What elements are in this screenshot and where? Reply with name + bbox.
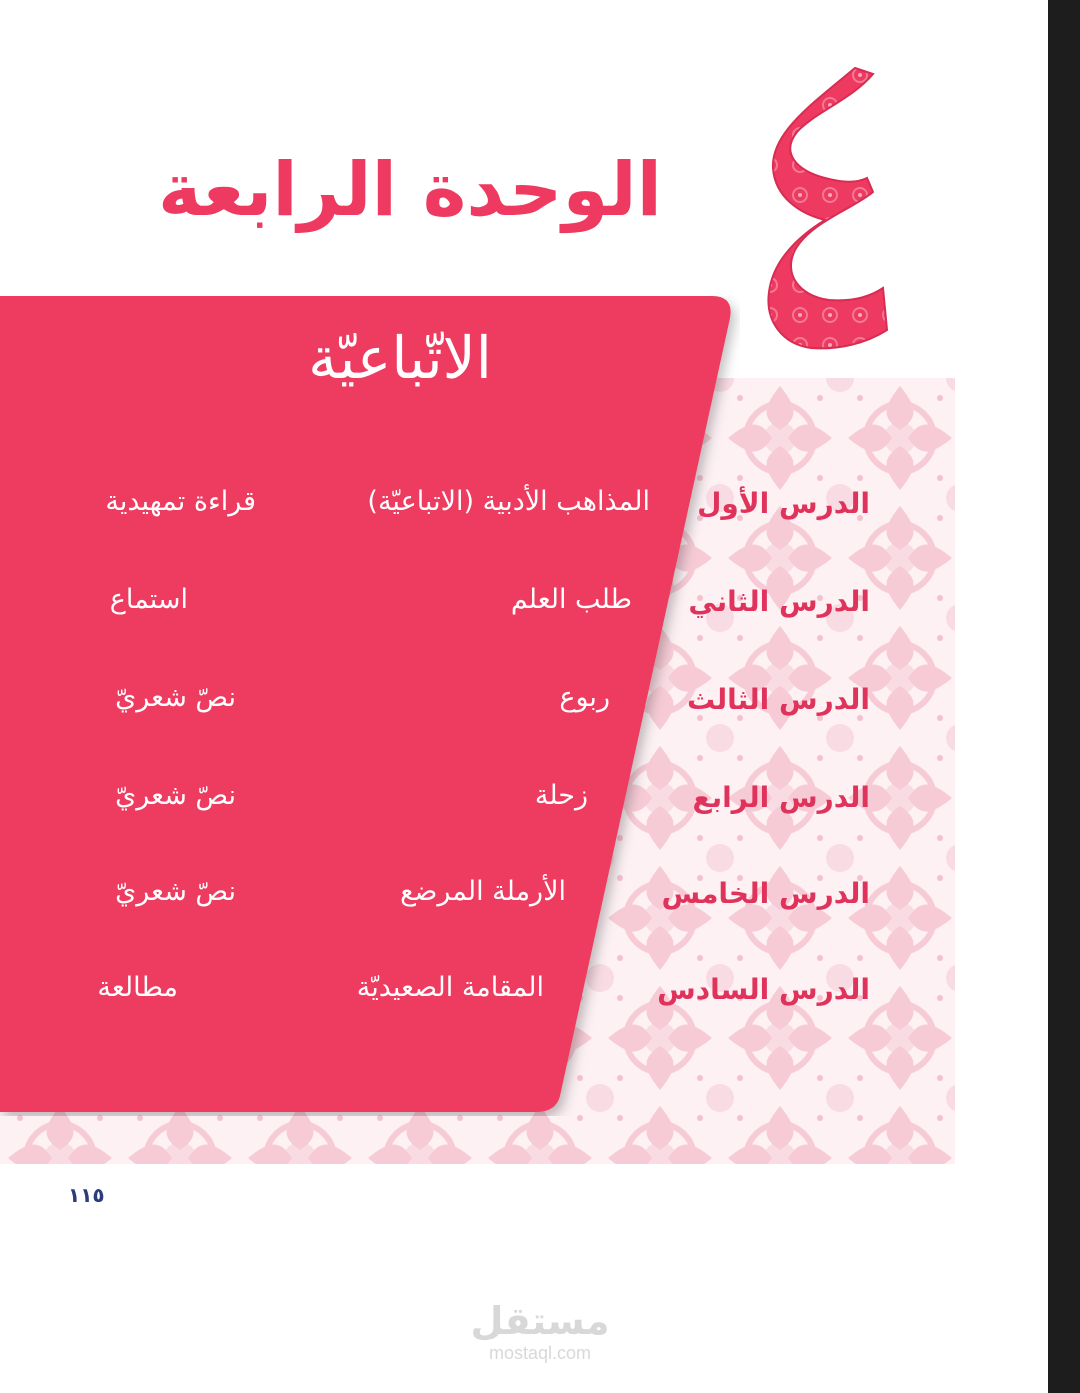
lesson-type: قراءة تمهيدية	[105, 486, 256, 517]
lesson-title: طلب العلم	[510, 584, 632, 615]
watermark-url: mostaql.com	[488, 1343, 592, 1363]
lesson-number: الدرس الثاني	[688, 585, 870, 618]
panel-title: الاتّباعيّة	[308, 324, 492, 392]
lesson-number: الدرس الثالث	[687, 683, 870, 716]
lesson-title: المقامة الصعيديّة	[356, 972, 544, 1003]
lesson-title: المذاهب الأدبية (الاتباعيّة)	[367, 486, 650, 517]
screen-edge	[1048, 0, 1080, 1393]
watermark	[430, 1300, 650, 1370]
lesson-number: الدرس الأول	[697, 487, 870, 520]
lesson-type: نصّ شعريّ	[115, 682, 236, 713]
lesson-title: ربوع	[559, 682, 610, 713]
lesson-number: الدرس السادس	[657, 973, 870, 1006]
lesson-number: الدرس الخامس	[661, 877, 870, 910]
page-number: ١١٥	[68, 1183, 105, 1207]
unit-number-glyph	[755, 60, 895, 360]
lesson-type: مطالعة	[97, 972, 178, 1003]
lesson-title: الأرملة المرضع	[400, 876, 566, 907]
lesson-type: نصّ شعريّ	[115, 876, 236, 907]
lesson-title: زحلة	[534, 780, 588, 811]
lesson-number: الدرس الرابع	[692, 781, 870, 814]
watermark-logo: مستقل	[470, 1299, 610, 1343]
lesson-type: استماع	[109, 584, 188, 615]
lesson-type: نصّ شعريّ	[115, 780, 236, 811]
unit-title: الوحدة الرابعة	[157, 147, 663, 233]
